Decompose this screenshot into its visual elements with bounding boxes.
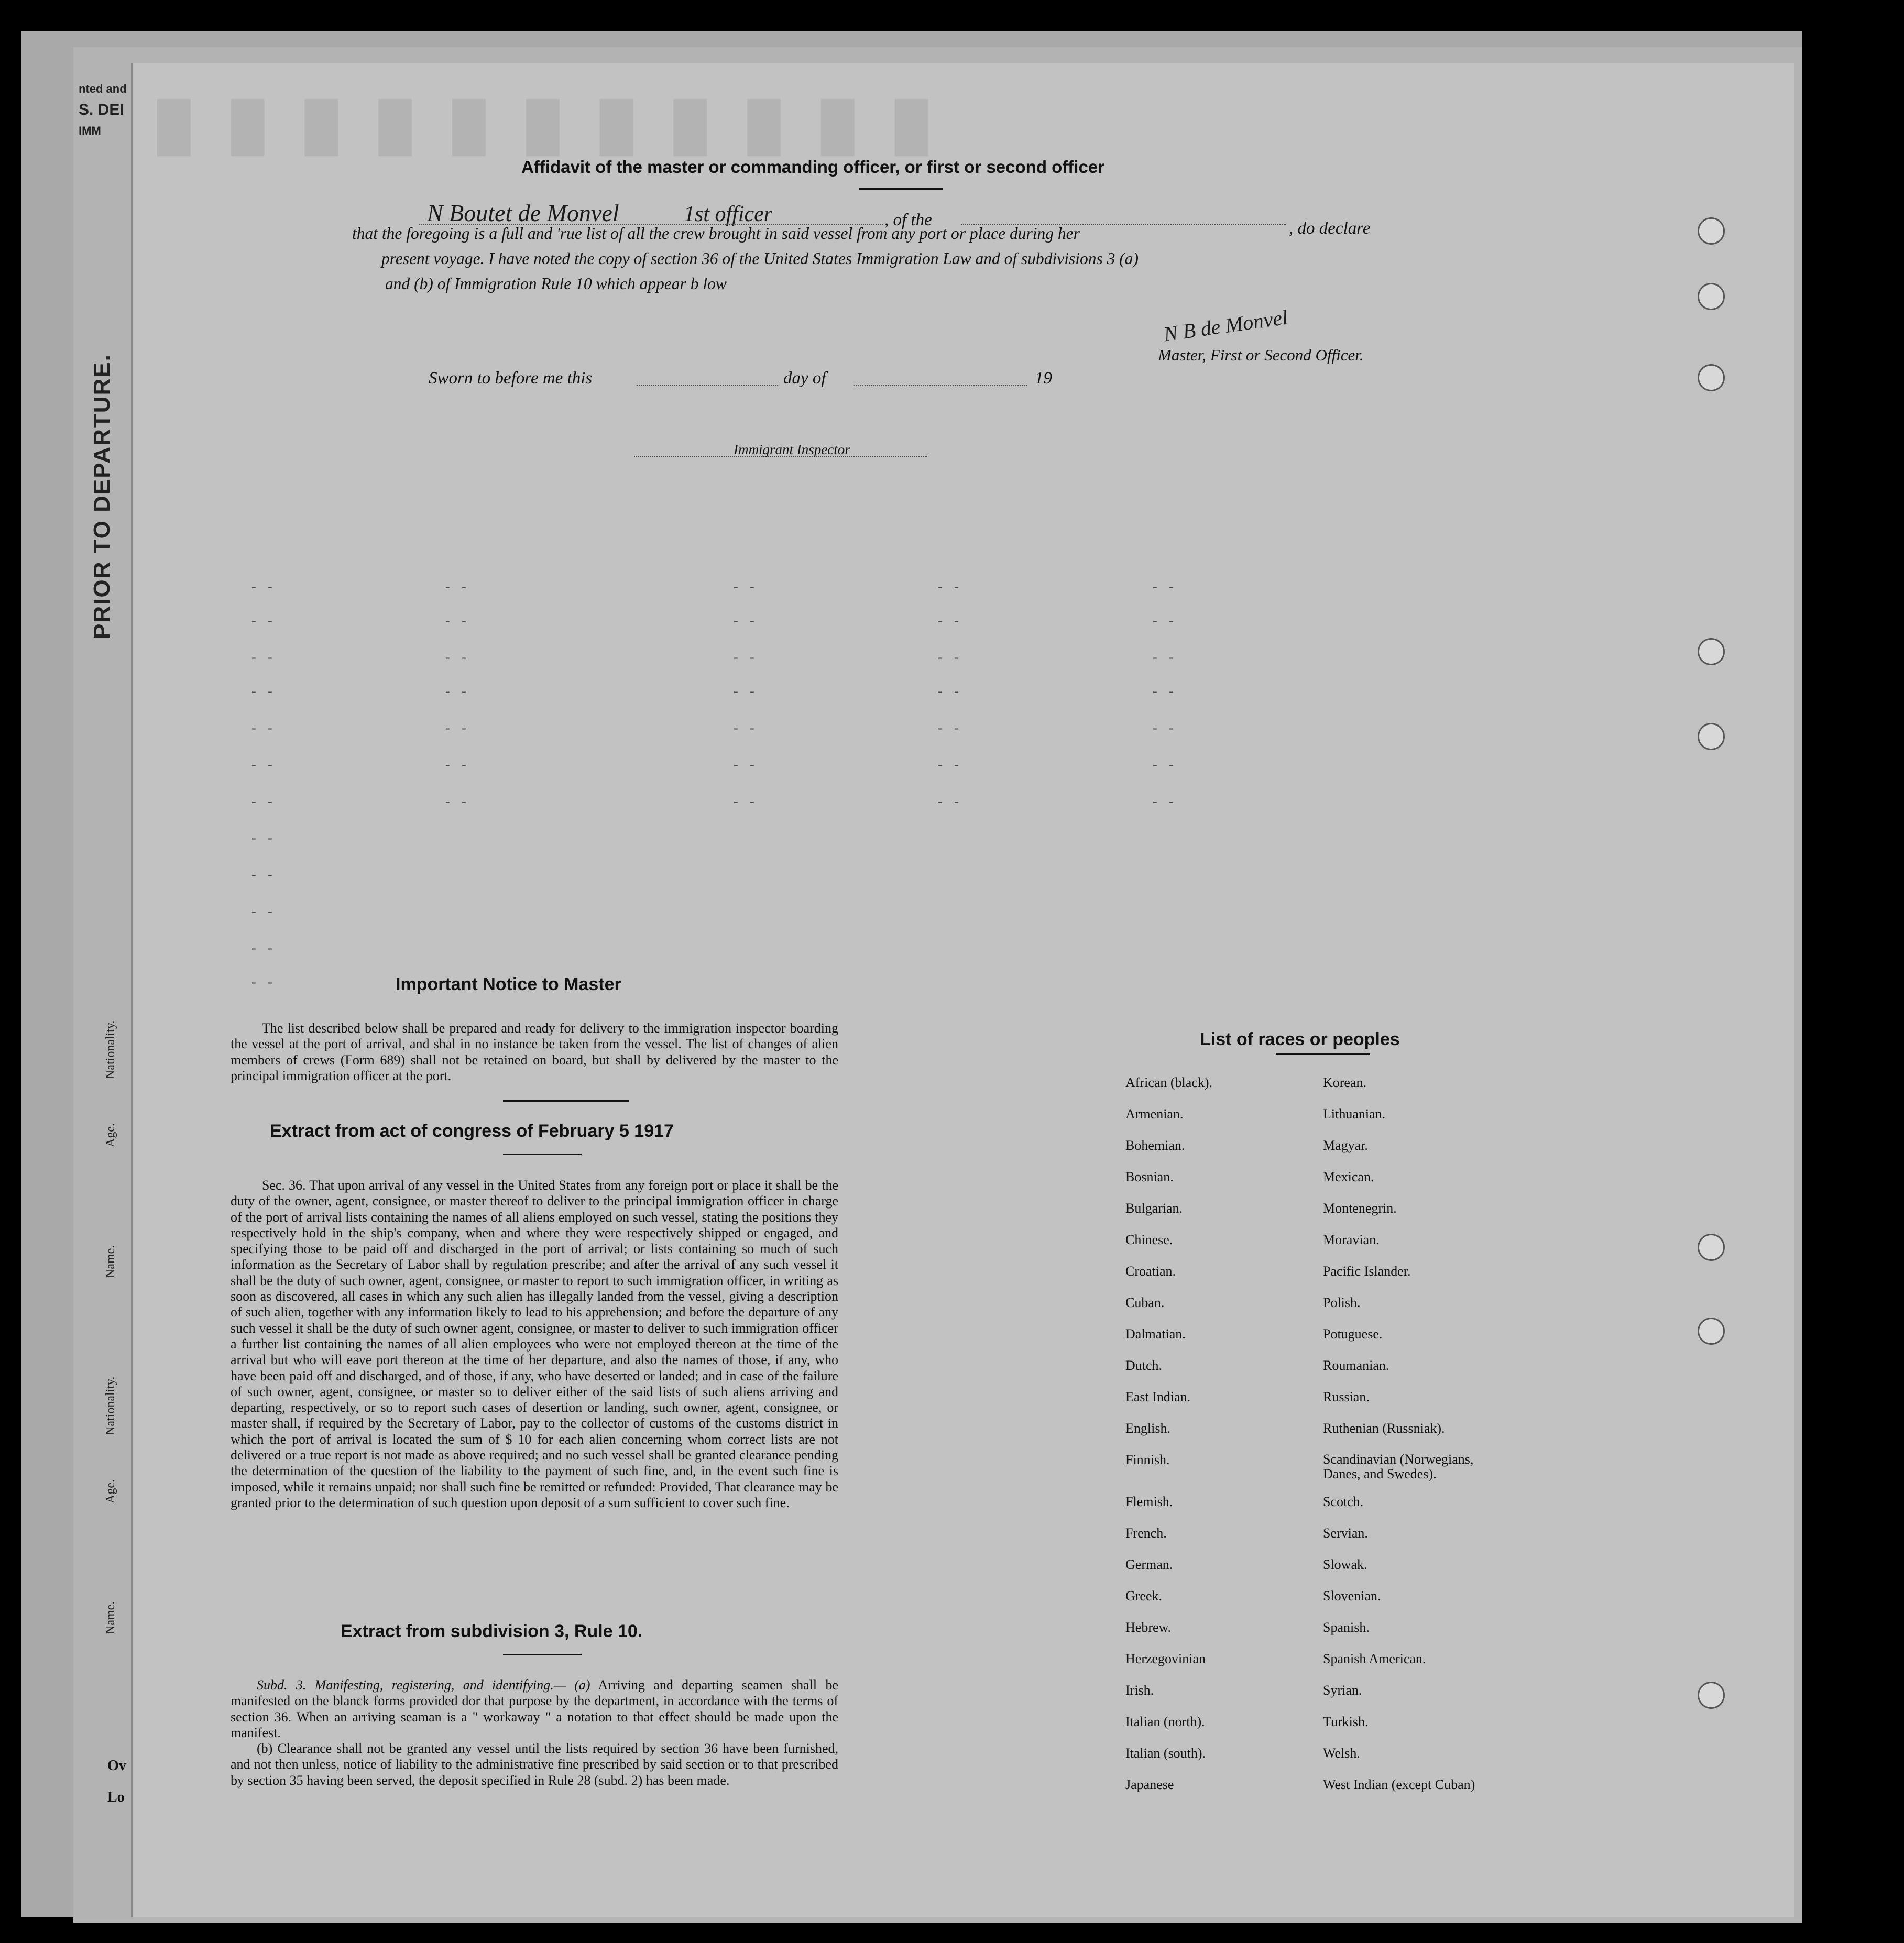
race-item: Croatian. — [1125, 1264, 1176, 1279]
sworn-day: day of — [783, 369, 826, 388]
race-item: Pacific Islander. — [1323, 1264, 1411, 1279]
race-item: Flemish. — [1125, 1494, 1173, 1509]
race-item: Ruthenian (Russniak). — [1323, 1421, 1445, 1436]
sworn-day-line — [637, 385, 778, 386]
race-item: African (black). — [1125, 1075, 1213, 1090]
race-item: Finnish. — [1125, 1452, 1170, 1467]
race-item: Polish. — [1323, 1295, 1361, 1310]
rule-para-a-text: Arriving and departing seamen shall be manifested on the blanck forms provided dor that purpose by the department, in accordance with the terms of section 36. When an arriving seaman is a " workaway " a notation to that effect should be made upon the manifest. — [231, 1677, 838, 1740]
rule-extract-para-a — [231, 1677, 838, 1741]
margin-col-age-1: Age. — [104, 1123, 117, 1147]
margin-col-age-2: Age. — [104, 1479, 117, 1503]
binder-hole — [1698, 1682, 1725, 1709]
margin-col-nationality-2: Nationality. — [104, 1376, 117, 1435]
act-extract-rule — [503, 1154, 582, 1155]
race-item: Irish. — [1125, 1683, 1154, 1698]
race-item: Bosnian. — [1125, 1169, 1174, 1184]
race-item: East Indian. — [1125, 1389, 1191, 1404]
race-item: Spanish. — [1323, 1620, 1370, 1635]
rule-extract-title: Extract from subdivision 3, Rule 10. — [341, 1621, 643, 1641]
edge-fragments: nted and S. DEI IMM — [79, 82, 127, 137]
race-item: German. — [1125, 1557, 1173, 1572]
binder-hole — [1698, 723, 1725, 750]
margin-col-name-2: Name. — [104, 1601, 117, 1634]
bleed-through-header: █ █ █ █ █ █ █ █ █ █ █ — [157, 100, 942, 152]
binder-hole — [1698, 1318, 1725, 1345]
margin-bottom-ov: Ov — [107, 1758, 126, 1774]
sworn-prefix: Sworn to before me this — [429, 369, 593, 388]
race-item: Moravian. — [1323, 1232, 1380, 1247]
rule-extract-rule — [503, 1654, 582, 1655]
race-item: Roumanian. — [1323, 1358, 1389, 1373]
race-item: French. — [1125, 1525, 1167, 1541]
affidavit-declare: , do declare — [1289, 219, 1371, 238]
officer-caption: Master, First or Second Officer. — [1158, 346, 1364, 364]
race-item: Mexican. — [1323, 1169, 1374, 1184]
races-title: List of races or peoples — [1200, 1029, 1400, 1049]
race-item: Korean. — [1323, 1075, 1367, 1090]
notice-rule — [503, 1100, 629, 1102]
rule-para-a-label: Subd. 3. Manifesting, registering, and identifying.— (a) — [257, 1677, 590, 1693]
officer-signature: N B de Monvel — [1162, 305, 1289, 346]
race-item: Scotch. — [1323, 1494, 1364, 1509]
race-item: Turkish. — [1323, 1714, 1369, 1729]
race-item: Slovenian. — [1323, 1588, 1381, 1604]
rule-extract-para-b: (b) Clearance shall not be granted any vessel until the lists required by section 36 have been furnished, and not then unless, notice of liability to the administrative fine prescribed by said section or to that prescribed by section 35 having been served, the deposit specified in Rule 28 (subd. 2) has been made. — [231, 1741, 838, 1788]
handwritten-officer-rank: 1st officer — [684, 202, 773, 226]
race-item: Bohemian. — [1125, 1138, 1185, 1153]
affidavit-of-the: , of the — [884, 211, 932, 229]
prior-to-departure-label: PRIOR TO DEPARTURE. — [89, 354, 115, 639]
binder-hole — [1698, 364, 1725, 391]
race-item: Magyar. — [1323, 1138, 1368, 1153]
act-extract-title: Extract from act of congress of February 5 1917 — [270, 1121, 674, 1141]
race-item: Cuban. — [1125, 1295, 1165, 1310]
affidavit-line-2: that the foregoing is a full and 'rue list of all the crew brought in said vessel from any port or place during her — [352, 224, 1080, 243]
binder-hole — [1698, 283, 1725, 310]
race-item: Japanese — [1125, 1777, 1174, 1792]
act-extract-body: Sec. 36. That upon arrival of any vessel in the United States from any foreign port or place it shall be the duty of the owner, agent, consignee, or master thereof to deliver to the principal immigration officer in charge of the port of arrival lists containing the names of all aliens employed on such vessel, stating the positions they respectively hold in the ship's company, when and where they were respectively shipped or engaged, and specifying those to be paid off and discharged in the port of arrival; or lists containing so much of such information as the Secretary of Labor shall by regulation prescribe; and after the arrival of any such vessel it shall be the duty of such owner, agent, consignee, or master to report to such immigration officer, in writing as soon as discovered, all cases in which any such alien has illegally landed from the vessel, giving a description of such alien, together with any information likely to lead to his apprehension; and before the departure of any such vessel it shall be the duty of such owner agent, consignee, or master to deliver to such immigration officer a further list containing the names of all alien employees who were not employed thereon at the time of the arrival but who will eave port thereon at the time of her departure, and also the names of those, if any, who have been paid off and discharged, and of those, if any, who have deserted or landed; and in case of the failure of such owner, agent, consignee, or master so to deliver either of the said lists of such aliens arriving and departing, respectively, or so to report such cases of desertion or landing, such owner, agent, consignee, or master shall, if required by the Secretary of Labor, pay to the collector of customs of the customs district in which the port of arrival is located the sum of $ 10 for each alien concerning whom correct lists are not delivered or a true report is not made as above required; and no such vessel shall be granted clearance pending the determination of the question of the liability to the payment of such fine, and, in the event such fine is imposed, while it remains unpaid; nor shall such fine be remitted or refunded: Provided, That clearance may be granted prior to the determination of such question upon deposit of a sum sufficient to cover such fine. — [231, 1178, 838, 1510]
race-item: Herzegovinian — [1125, 1651, 1206, 1666]
race-item: West Indian (except Cuban) — [1323, 1777, 1475, 1792]
race-item: Welsh. — [1323, 1746, 1360, 1761]
race-item: Lithuanian. — [1323, 1106, 1386, 1122]
binder-hole — [1698, 217, 1725, 245]
affidavit-title: Affidavit of the master or commanding officer, or first or second officer — [521, 157, 1105, 177]
race-item: Greek. — [1125, 1588, 1163, 1604]
race-item: English. — [1125, 1421, 1170, 1436]
race-item: Dalmatian. — [1125, 1326, 1186, 1342]
race-item: Armenian. — [1125, 1106, 1184, 1122]
races-rule — [1276, 1053, 1370, 1055]
race-item: Potuguese. — [1323, 1326, 1383, 1342]
notice-title: Important Notice to Master — [396, 974, 621, 994]
race-item: Hebrew. — [1125, 1620, 1172, 1635]
margin-bottom-lo: Lo — [107, 1789, 125, 1805]
race-item: Russian. — [1323, 1389, 1370, 1404]
race-item: Slowak. — [1323, 1557, 1367, 1572]
race-item: Bulgarian. — [1125, 1201, 1183, 1216]
race-item: Spanish American. — [1323, 1651, 1426, 1666]
notice-body: The list described below shall be prepared and ready for delivery to the immigration inspector boarding the vessel at the port of arrival, and shal in no instance be taken from the vessel. The list of changes of alien members of crews (Form 689) shall not be retained on board, but shall by delivered by the master to the principal immigration officer at the port. — [231, 1020, 838, 1083]
affidavit-rule — [859, 188, 943, 190]
race-item: Scandinavian (Norwegians, Danes, and Swedes). — [1323, 1452, 1474, 1481]
race-item: Servian. — [1323, 1525, 1368, 1541]
race-item: Chinese. — [1125, 1232, 1173, 1247]
race-item: Syrian. — [1323, 1683, 1362, 1698]
affidavit-line-3: present voyage. I have noted the copy of section 36 of the United States Immigration Law and of subdivisions 3 (a) — [381, 249, 1139, 268]
sworn-year: 19 — [1035, 369, 1052, 388]
affidavit-line-4: and (b) of Immigration Rule 10 which appear b low — [385, 275, 727, 293]
inspector-caption: Immigrant Inspector — [734, 442, 850, 457]
race-item: Montenegrin. — [1323, 1201, 1397, 1216]
race-item: Italian (north). — [1125, 1714, 1205, 1729]
sworn-month-line — [854, 385, 1027, 386]
race-item: Italian (south). — [1125, 1746, 1206, 1761]
binder-hole — [1698, 1234, 1725, 1261]
handwritten-officer-name: N Boutet de Monvel — [427, 200, 619, 226]
race-item: Dutch. — [1125, 1358, 1163, 1373]
margin-col-nationality-1: Nationality. — [104, 1020, 117, 1079]
binder-hole — [1698, 638, 1725, 665]
margin-col-name-1: Name. — [104, 1245, 117, 1278]
